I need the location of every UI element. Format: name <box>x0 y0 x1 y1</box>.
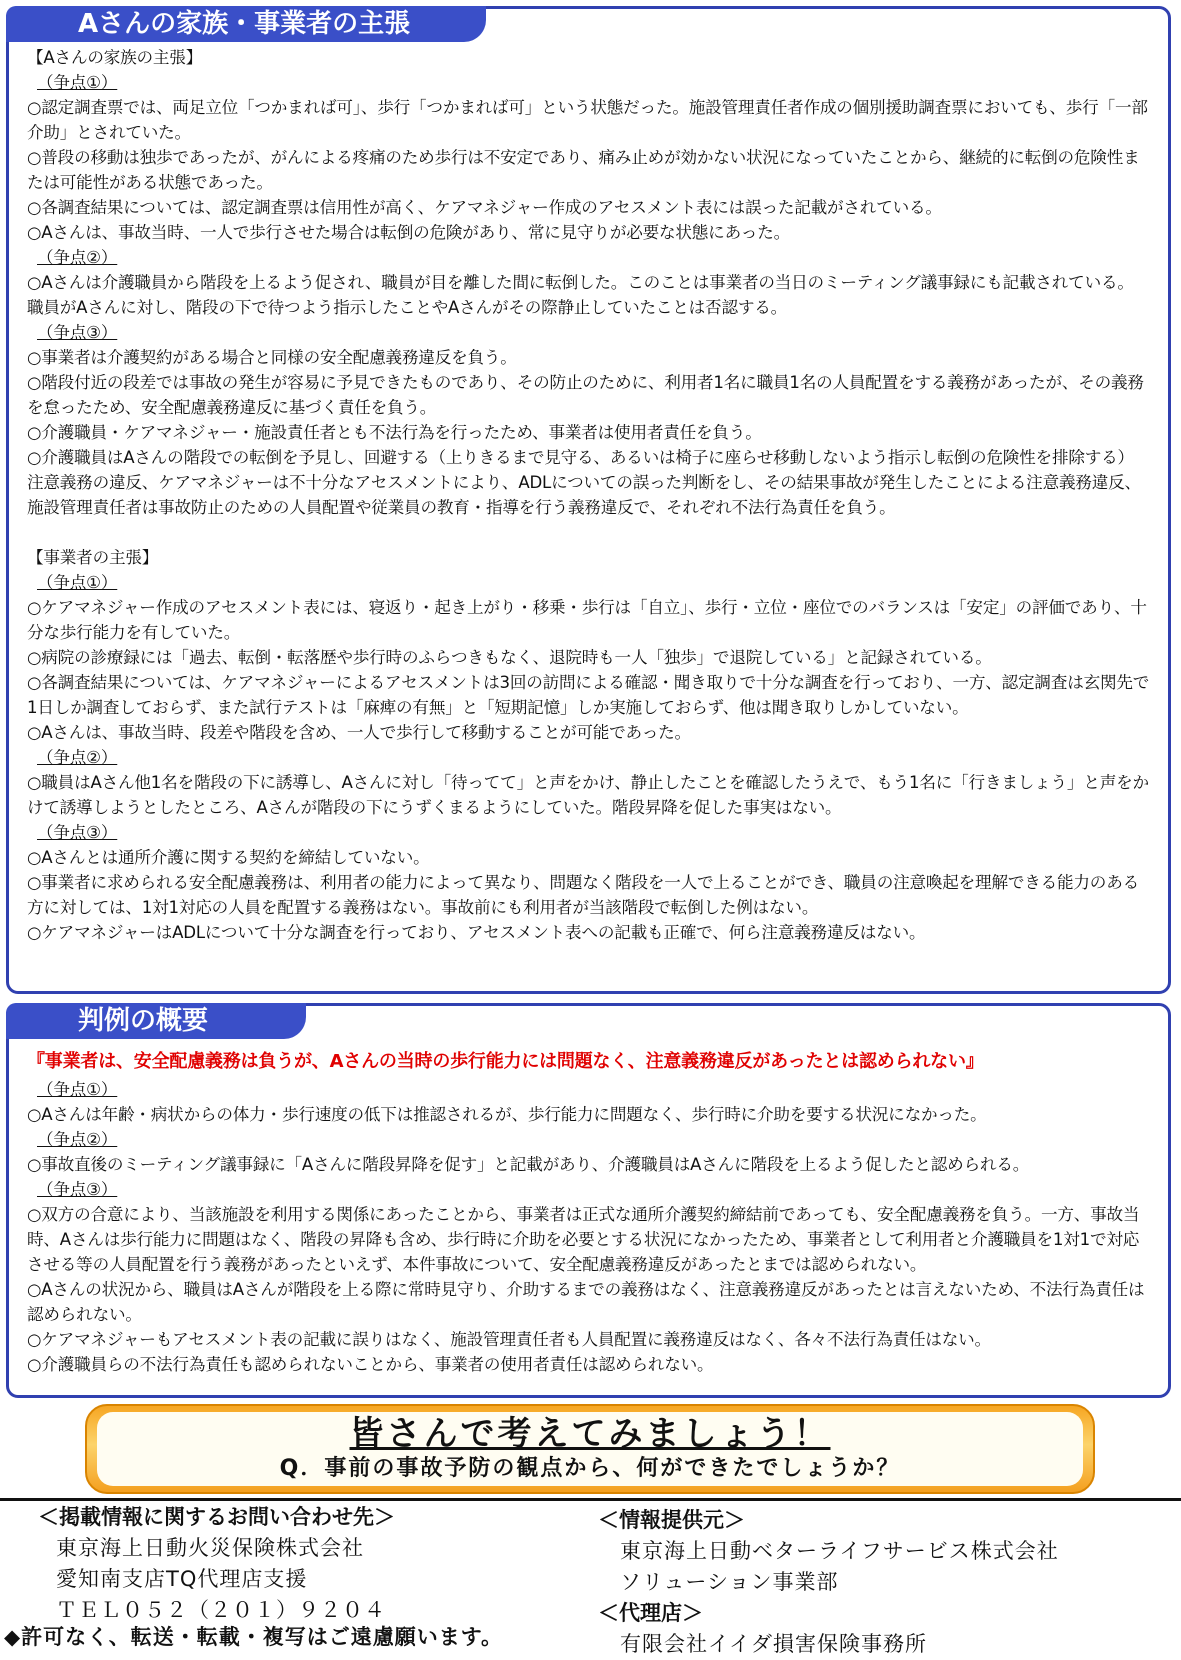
ruling-verdict: 『事業者は、安全配慮義務は負うが、Aさんの当時の歩行能力には問題なく、注意義務違反があったとは認められない』 <box>27 1051 984 1072</box>
ruling-issue3-line: ○介護職員らの不法行為責任も認められないことから、事業者の使用者責任は認められない。 <box>27 1355 714 1374</box>
family-issue3-line: ○事業者は介護契約がある場合と同様の安全配慮義務違反を負う。 <box>27 348 517 367</box>
ruling-section-title: 判例の概要 <box>6 1003 306 1039</box>
family-issue2-line: ○Aさんは介護職員から階段を上るよう促され、職員が目を離した間に転倒した。このことは事業者の当日のミーティング議事録にも記載されている。職員がAさんに対し、階段の下で待つよう指示したことやAさんがその際静止していたことは否認する。 <box>27 273 1134 317</box>
family-issue2-label: （争点②） <box>37 248 118 267</box>
family-issue1-line: ○Aさんは、事故当時、一人で歩行させた場合は転倒の危険があり、常に見守りが必要な状態にあった。 <box>27 223 790 242</box>
discussion-banner <box>85 1404 1095 1494</box>
family-issue1-label: （争点①） <box>37 73 118 92</box>
contact-heading: ＜掲載情報に関するお問い合わせ先＞ <box>38 1505 395 1529</box>
discussion-banner-title: 皆さんで考えてみましょう！ <box>349 1414 831 1454</box>
operator-issue3-line: ○事業者に求められる安全配慮義務は、利用者の能力によって異なり、問題なく階段を一人で上ることができ、職員の注意喚起を理解できる能力のある方に対しては、1対1対応の人員を配置する義務はない。事故前にも利用者が当該階段で転倒した例はない。 <box>27 873 1139 917</box>
operator-issue1-line: ○Aさんは、事故当時、段差や階段を含め、一人で歩行して移動することが可能であった。 <box>27 723 691 742</box>
provider-info <box>598 1505 1059 1660</box>
claims-section-title: Aさんの家族・事業者の主張 <box>6 6 486 42</box>
operator-issue2-label: （争点②） <box>37 748 118 767</box>
provider-line: 東京海上日動ベターライフサービス株式会社 <box>620 1539 1059 1563</box>
operator-issue1-line: ○病院の診療録には「過去、転倒・転落歴や歩行時のふらつきもなく、退院時も一人「独歩」で退院している」と記録されている。 <box>27 648 992 667</box>
agency-heading: ＜代理店＞ <box>598 1601 703 1625</box>
ruling-issue1-label: （争点①） <box>37 1080 118 1099</box>
spacer <box>27 520 1150 545</box>
contact-line: 愛知南支店TQ代理店支援 <box>56 1567 308 1591</box>
contact-info <box>38 1502 395 1626</box>
operator-issue1-line: ○各調査結果については、ケアマネジャーによるアセスメントは3回の訪問による確認・聞き取りで十分な調査を行っており、一方、認定調査は玄関先で1日しか調査しておらず、また試行テストは「麻痺の有無」と「短期記憶」しか実施しておらず、他は聞き取りしかしていない。 <box>27 673 1150 717</box>
operator-issue3-label: （争点③） <box>37 823 118 842</box>
family-issue3-line: ○階段付近の段差では事故の発生が容易に予見できたものであり、その防止のために、利用者1名に職員1名の人員配置をする義務があったが、その義務を怠ったため、安全配慮義務違反に基づく責任を負う。 <box>27 373 1144 417</box>
discussion-banner-inner <box>97 1412 1083 1486</box>
ruling-issue1-line: ○Aさんは年齢・病状からの体力・歩行速度の低下は推認されるが、歩行能力に問題なく、歩行時に介助を要する状況になかった。 <box>27 1105 987 1124</box>
family-claim-heading: 【Aさんの家族の主張】 <box>27 48 203 67</box>
discussion-question: Q．事前の事故予防の観点から、何ができたでしょうか？ <box>279 1456 901 1481</box>
ruling-issue3-line: ○Aさんの状況から、職員はAさんが階段を上る際に常時見守り、介助するまでの義務はなく、注意義務違反があったとは言えないため、不法行為責任は認められない。 <box>27 1280 1145 1324</box>
ruling-issue3-line: ○ケアマネジャーもアセスメント表の記載に誤りはなく、施設管理責任者も人員配置に義務違反はなく、各々不法行為責任はない。 <box>27 1330 991 1349</box>
family-issue1-line: ○認定調査票では、両足立位「つかまれば可」、歩行「つかまれば可」という状態だった。施設管理責任者作成の個別援助調査票においても、歩行「一部介助」とされていた。 <box>27 98 1148 142</box>
operator-claim-heading: 【事業者の主張】 <box>27 548 159 567</box>
family-issue3-label: （争点③） <box>37 323 118 342</box>
contact-line: 東京海上日動火災保険株式会社 <box>56 1536 364 1560</box>
claims-body <box>27 45 1150 945</box>
operator-issue1-label: （争点①） <box>37 573 118 592</box>
copy-restriction-notice: ◆許可なく、転送・転載・複写はご遠慮願います。 <box>4 1625 504 1649</box>
operator-issue2-line: ○職員はAさん他1名を階段の下に誘導し、Aさんに対し「待ってて」と声をかけ、静止したことを確認したうえで、もう1名に「行きましょう」と声をかけて誘導しようとしたところ、Aさんが階段の下にうずくまるようにしていた。階段昇降を促した事実はない。 <box>27 773 1149 817</box>
contact-phone: ＴＥＬ０５２（２０１）９２０４ <box>56 1598 386 1622</box>
operator-issue1-line: ○ケアマネジャー作成のアセスメント表には、寝返り・起き上がり・移乗・歩行は「自立」、歩行・立位・座位でのバランスは「安定」の評価であり、十分な歩行能力を有していた。 <box>27 598 1147 642</box>
ruling-issue3-line: ○双方の合意により、当該施設を利用する関係にあったことから、事業者は正式な通所介護契約締結前であっても、安全配慮義務を負う。一方、事故当時、Aさんは歩行能力に問題はなく、階段の昇降も含め、歩行時に介助を必要とする状況になかったため、事業者として利用者と介護職員を1対1で対応させる等の人員配置を行う義務があったといえず、本件事故について、安全配慮義務違反があったとまでは認められない。 <box>27 1205 1140 1274</box>
provider-line: ソリューション事業部 <box>620 1570 839 1594</box>
family-issue1-line: ○各調査結果については、認定調査票は信用性が高く、ケアマネジャー作成のアセスメント表には誤った記載がされている。 <box>27 198 942 217</box>
claims-section <box>6 6 1171 994</box>
ruling-body <box>27 1047 1150 1377</box>
operator-issue3-line: ○Aさんとは通所介護に関する契約を締結していない。 <box>27 848 430 867</box>
family-issue1-line: ○普段の移動は独歩であったが、がんによる疼痛のため歩行は不安定であり、痛み止めが効かない状況になっていたことから、継続的に転倒の危険性または可能性がある状態であった。 <box>27 148 1140 192</box>
ruling-section <box>6 1003 1171 1398</box>
footer-divider <box>0 1498 1181 1501</box>
provider-heading: ＜情報提供元＞ <box>598 1508 745 1532</box>
ruling-issue2-line: ○事故直後のミーティング議事録に「Aさんに階段昇降を促す」と記載があり、介護職員はAさんに階段を上るよう促したと認められる。 <box>27 1155 1030 1174</box>
family-issue3-line: ○介護職員・ケアマネジャー・施設責任者とも不法行為を行ったため、事業者は使用者責任を負う。 <box>27 423 762 442</box>
family-issue3-line: ○介護職員はAさんの階段での転倒を予見し、回避する（上りきるまで見守る、あるいは椅子に座らせ移動しないよう指示し転倒の危険性を排除する）注意義務の違反、ケアマネジャーは不十分なアセスメントにより、ADLについての誤った判断をし、その結果事故が発生したことによる注意義務違反、施設管理責任者は事故防止のための人員配置や従業員の教育・指導を行う義務違反で、それぞれ不法行為責任を負う。 <box>27 448 1141 517</box>
agency-line: 有限会社イイダ損害保険事務所 <box>620 1632 927 1656</box>
operator-issue3-line: ○ケアマネジャーはADLについて十分な調査を行っており、アセスメント表への記載も正確で、何ら注意義務違反はない。 <box>27 923 926 942</box>
ruling-issue3-label: （争点③） <box>37 1180 118 1199</box>
ruling-issue2-label: （争点②） <box>37 1130 118 1149</box>
